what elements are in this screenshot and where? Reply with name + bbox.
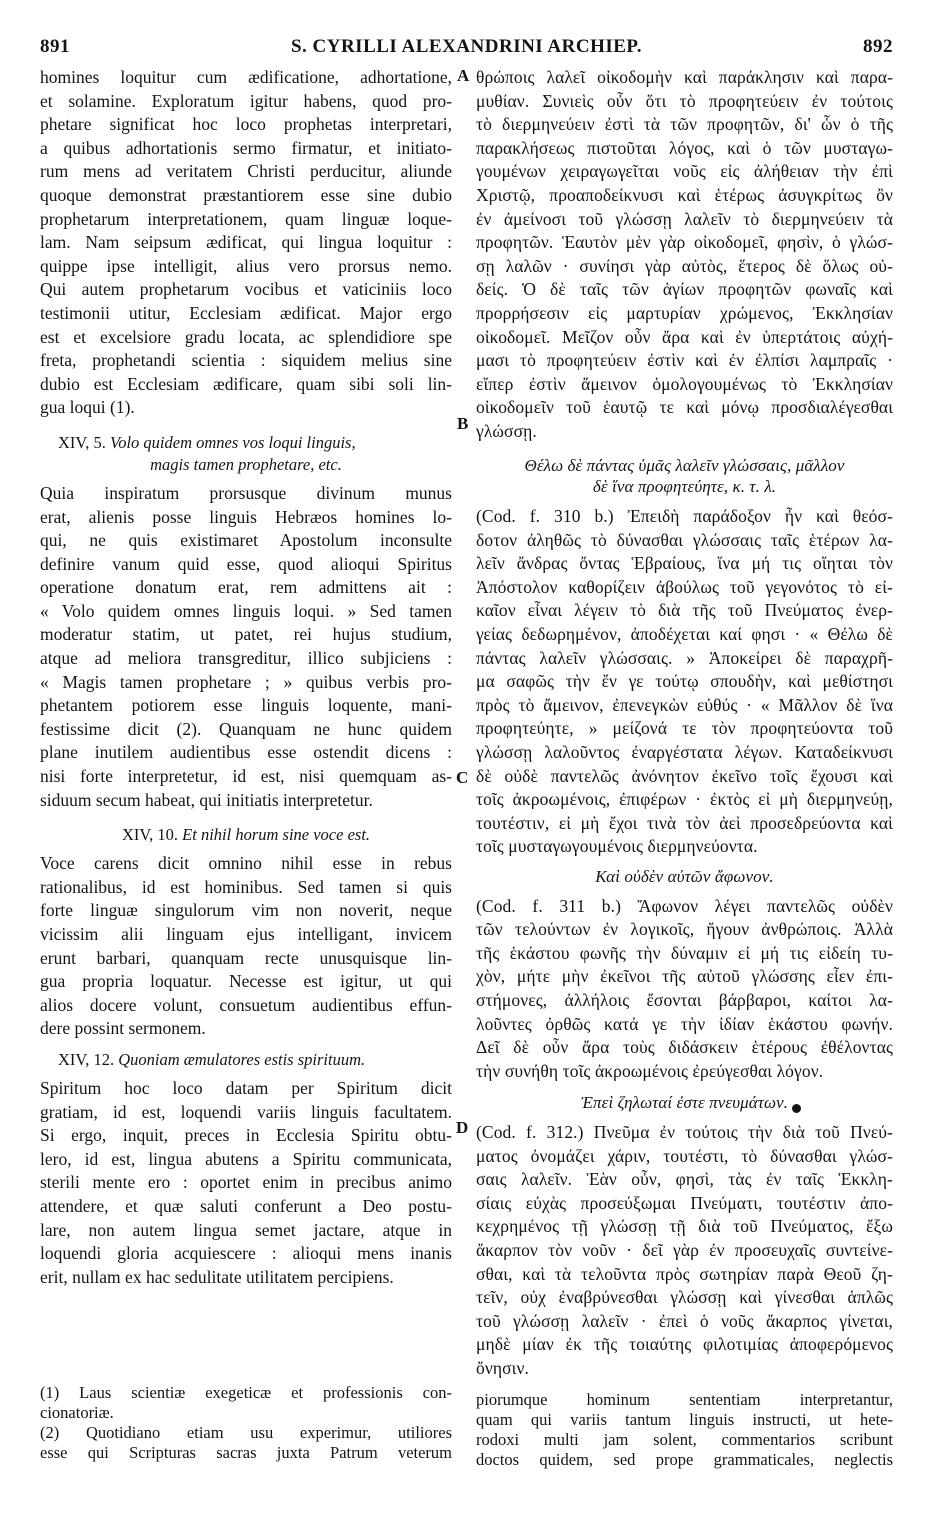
verse-text: Et nihil horum sine voce est. [182, 825, 371, 845]
text-line: « Volo quidem omnes linguis loqui. » Sed tamen [40, 600, 452, 621]
text-line: λοῦντες ὀρθῶς κατά γε τὴν ἰδίαν ἑκάστου φωνήν. [476, 1013, 893, 1034]
text-line: δείς. Ὁ δὲ ταῖς τῶν ἁγίων προφητῶν φωναῖς καὶ [476, 279, 893, 300]
text-line: σῃ λαλῶν · συνίησι γὰρ αὐτὸς, ἕτερος δὲ ὅλως οὐ- [476, 255, 893, 276]
text-line: καῖον εἶναι λέγειν τὸ διὰ τῆς τοῦ Πνεύματος ἐνερ- [476, 600, 893, 621]
latin-paragraph-1 [40, 66, 452, 420]
text-line: τουτέστιν, εἰ μὴ ἔχοι τινὰ τὸν ἀεὶ προσεδρεύοντα καὶ [476, 812, 893, 833]
footnote-line: esse qui Scripturas sacras juxta Patrum veterum [40, 1443, 452, 1462]
footnotes-right [476, 1390, 893, 1470]
text-line: gua loqui (1). [40, 397, 135, 418]
text-line: erunt barbari, quanquam recte unusquisque lin- [40, 947, 452, 968]
text-line: sterili mente ero : oportet enim in precibus animo [40, 1172, 452, 1193]
text-line: τεῖν, οὐχ ἐναβρύνεσθαι γλώσσῃ καὶ γίνεσθαι ἁπλῶς [476, 1287, 893, 1308]
text-line: vicissim alii linguam ejus intelligant, invicem [40, 924, 452, 944]
text-line: qui, ne quis existimaret Apostolum inconsulte [40, 530, 452, 551]
text-line: gratiam, id est, loquendi variis linguis facultatem. [40, 1101, 452, 1122]
text-line: μηδὲ μίαν ἐκ τῆς τοιαύτης φιλοτιμίας ἀποφερόμενος [476, 1334, 893, 1355]
latin-column [40, 66, 452, 1289]
latin-paragraph-2 [40, 482, 452, 812]
text-line: quoque demonstrat præstantiorem esse sine dubio [40, 184, 452, 205]
text-line: μασι τὸ προφητεύειν ἐστὶν καὶ ἐν ἐλπίσι λαμπραῖς · [476, 350, 893, 371]
text-line: erit, nullam ex hac sedulitate utilitatem percipiens. [40, 1266, 394, 1287]
text-line: phetantem potiorem esse linguis loquente, mani- [40, 695, 452, 716]
text-line: σαις λαλεῖν. Ἐὰν οὖν, φησὶ, τὰς ἐν ταῖς Ἐκκλη- [476, 1169, 893, 1190]
text-line: τοῖς ἀκροωμένοις, ἐπιφέρων · ἐκτὸς εἰ μὴ διερμηνεύῃ, [476, 789, 893, 810]
text-line: rationalibus, id est hominibus. Sed tamen si quis [40, 876, 452, 897]
section-heading-cont [40, 454, 452, 476]
text-line: quippe ipse intelligit, alius vero prorsus nemo. [40, 255, 452, 276]
greek-column [476, 66, 893, 1380]
text-line: (Cod. f. 312.) Πνεῦμα ἐν τούτοις τὴν διὰ τοῦ Πνεύ- [476, 1121, 893, 1142]
text-line: ἄκαρπον τὸν νοῦν · δεῖ γὰρ ἐν προσευχαῖς συντείνε- [476, 1239, 893, 1260]
text-line: moderatur statim, ut patet, rei hujus studium, [40, 624, 452, 645]
text-line: atque ad meliora transgreditur, illico subjiciens : [40, 648, 452, 669]
margin-marker-b: B [457, 414, 469, 433]
text-line: et solamine. Exploratum igitur habens, quod pro- [40, 90, 452, 111]
text-line: est et excelsiore gradu locata, ac splendidiore spe [40, 326, 452, 347]
text-line: Voce carens dicit omnino nihil esse in rebus [40, 853, 452, 874]
text-line: siduum secum habeat, qui initiatis interpretetur. [40, 789, 373, 810]
text-line: testimonii utitur, Ecclesiam ædificat. Major ergo [40, 302, 452, 323]
verse-reference: XIV, 12. [58, 1049, 115, 1069]
text-line: plane inutilem audientibus esse ostendit dicens : [40, 742, 452, 763]
margin-marker-c: C [456, 768, 469, 787]
text-line: δοτον ἀληθῶς τὸ δύνασθαι γλώσσαις ταῖς ἑτέρων λα- [476, 529, 893, 550]
text-line: πάντας λαλεῖν γλώσσαις. » Ἀποκείρει δὲ παραχρῆ- [476, 647, 893, 668]
text-line: οἰκοδομεῖν τοῦ ἑαυτῷ τε καὶ μόνῳ προσδιαλέγεσθαι [476, 397, 893, 418]
text-line: (Cod. f. 310 b.) Ἐπειδὴ παράδοξον ἦν καὶ θεόσ- [476, 506, 893, 527]
text-line: « Magis tamen prophetare ; » quibus verbis pro- [40, 671, 452, 692]
text-line: Quia inspiratum prorsusque divinum munus [40, 482, 452, 503]
latin-paragraph-3 [40, 852, 452, 1041]
text-line: alios docere volunt, consuetum audientibus effun- [40, 994, 452, 1015]
text-line: gua propria loquatur. Necesse est igitur, ut qui [40, 971, 452, 992]
text-line: παρακλήσεως πιστοῦται λόγος, καὶ ὁ τῶν μυσταγω- [476, 137, 893, 158]
page-number-right: 892 [863, 36, 893, 57]
text-line: πρὸς τὸ ἄμεινον, ἐπενεγκὼν εὐθύς · « Μᾶλλον δὲ ἵνα [476, 694, 893, 715]
text-line: στήμονες, ἀλλήλοις ἔσονται βάρβαροι, καίτοι λα- [476, 989, 893, 1010]
text-line: προφητεύητε, » μείζονά τε τὸν προφητεύοντα τοῦ [476, 718, 893, 739]
text-line: prophetarum interpretationem, quam linguæ loque- [40, 208, 452, 229]
text-line: definire vanum quid esse, quod alioqui Spiritus [40, 553, 452, 574]
text-line: a quibus adhortationis sermo firmatur, et initiato- [40, 137, 452, 158]
greek-heading: Ἐπεὶ ζηλωταί ἐστε πνευμάτων. [580, 1093, 789, 1113]
page-number-left: 891 [40, 36, 70, 57]
verse-reference: XIV, 5. [58, 432, 106, 452]
text-line: loquendi gloria acquiescere : alioqui mens inanis [40, 1243, 452, 1264]
page-header [40, 36, 893, 62]
text-line: forte linguæ singulorum vim non noverit, neque [40, 900, 452, 921]
footnote-line: quam qui variis tantum linguis instructi, ut hete- [476, 1410, 893, 1429]
text-line: erat, alienis posse linguis Hebræos homines lo- [40, 506, 452, 527]
text-line: lare, non autem lingua semet jactare, atque in [40, 1219, 452, 1240]
text-line: οἰκοδομεῖ. Μεῖζον οὖν ἄρα καὶ ἐν ὑπερτάτοις αὐχή- [476, 326, 893, 347]
verse-reference: XIV, 10. [121, 825, 179, 845]
greek-paragraph-1 [476, 66, 893, 444]
text-line: Ἀπόστολον καθορίζειν ἀβούλως τοῦ γεγονότος τὸ εἰ- [476, 576, 893, 597]
section-heading [40, 432, 452, 454]
running-title: S. CYRILLI ALEXANDRINI ARCHIEP. [290, 36, 643, 57]
text-line: τὸ διερμηνεύειν ἐστὶ τὰ τῶν προφητῶν, δι' ὧν ὁ τῆς [476, 114, 893, 135]
text-line: μα σαφῶς τὴν ἔν γε τούτῳ σπουδὴν, καὶ μεθίστησι [476, 671, 893, 692]
verse-text: Volo quidem omnes vos loqui linguis, [109, 432, 356, 452]
text-line: nisi forte interpretetur, id est, nisi quemquam as- [40, 766, 452, 787]
text-line: τοῦ γλώσσῃ λαλεῖν · ἐπεὶ ὁ νοῦς ἄκαρπος γίνεται, [476, 1310, 893, 1331]
text-line: γλώσσῃ. [476, 420, 537, 441]
margin-marker-a: A [457, 66, 470, 85]
text-line: Si ergo, inquit, preces in Ecclesia Spiritu obtu- [40, 1125, 452, 1146]
text-line: (Cod. f. 311 b.) Ἄφωνον λέγει παντελῶς οὐδὲν [476, 895, 893, 916]
section-heading [40, 824, 452, 846]
text-line: κεχρημένος τῇ γλώσσῃ τῇ διὰ τοῦ Πνεύματος, ἔξω [476, 1216, 893, 1237]
text-line: Qui autem prophetarum vocibus et vaticiniis loco [40, 279, 452, 300]
text-line: σθαι, καὶ τὰ τελοῦντα πρὸς σωτηρίαν παρὰ Θεοῦ ζη- [476, 1263, 893, 1284]
section-heading [40, 1049, 452, 1071]
text-line: Χριστῷ, προαποδείκνυσι καὶ ἑτέρως ἀσυγκρίτως ὂν [476, 184, 893, 205]
text-line: freta, prophetandi scientia : siquidem melius sine [40, 350, 452, 371]
text-line: Δεῖ δὲ οὖν ἄρα τοὺς διδάσκειν ἑτέρους ἐθέλοντας [476, 1037, 893, 1058]
greek-heading: Καὶ οὐδὲν αὐτῶν ἄφωνον. [595, 867, 774, 886]
text-line: προφητῶν. Ἑαυτὸν μὲν γὰρ οἰκοδομεῖ, φησὶν, ὁ γλώσ- [476, 232, 893, 253]
text-line: τῶν τελούντων ἐν λογικοῖς, ἤγουν ἀνθρώποις. Ἀλλὰ [476, 919, 893, 940]
text-line: μυθίαν. Συνιεὶς οὖν ὅτι τὸ προφητεύειν ἐν τούτοις [476, 90, 893, 111]
footnote-line: doctos quidem, sed prope grammaticales, neglectis [476, 1450, 893, 1469]
text-line: phetare significat hoc loco prophetas interpretari, [40, 114, 452, 135]
text-line: lero, id est, lingua abutens a Spiritu communicata, [40, 1148, 452, 1169]
footnotes-left [40, 1383, 452, 1463]
greek-heading: Θέλω δὲ πάντας ὑμᾶς λαλεῖν γλώσσαις, μᾶλλον [524, 455, 845, 475]
latin-paragraph-4 [40, 1077, 452, 1289]
footnote-line: (2) Quotidiano etiam usu experimur, utiliores [40, 1423, 452, 1442]
greek-paragraph-3 [476, 895, 893, 1084]
footnote-line: rodoxi multi jam solent, commentarios scribunt [476, 1430, 893, 1449]
text-line: λεῖν ἄνδρας ὄντας Ἑβραίους, ἵνα μή τις οἴηται τὸν [476, 553, 893, 574]
footnote-line: cionatoriæ. [40, 1403, 114, 1422]
verse-text: magis tamen prophetare, etc. [150, 454, 342, 474]
greek-paragraph-4 [476, 1121, 893, 1381]
text-line: ἐν ἀμείνοσι τοῦ γλώσσῃ λαλεῖν τὸ διερμηνεύειν τὰ [476, 208, 893, 229]
footnote-line: piorumque hominum sententiam interpretantur, [476, 1390, 893, 1409]
greek-heading-cont: δὲ ἵνα προφητεύητε, κ. τ. λ. [592, 477, 777, 497]
text-line: dere possint sermonem. [40, 1018, 206, 1039]
text-line: χὸν, μήτε μὴν ἐκεῖνοι τῆς αὐτοῦ γλώσσης εἶεν ἐπι- [476, 966, 893, 987]
verse-text: Quoniam æmulatores estis spirituum. [118, 1049, 366, 1069]
ink-dot [792, 1104, 801, 1113]
text-line: προρρήσεσιν εἰς μαρτυρίαν χρώμενος, Ἐκκλησίαν [476, 302, 893, 323]
text-line: homines loquitur cum ædificatione, adhortatione, [40, 67, 452, 87]
text-line: γλώσσῃ λαλοῦντος ἐναργέστατα λέγων. Καταδείκνυσι [476, 742, 893, 763]
text-line: εἴπερ ἐστὶν ἄμεινον ὁμολογουμένως τὸ Ἐκκλησίαν [476, 373, 893, 394]
text-line: ὄνησιν. [476, 1357, 529, 1378]
text-line: σίαις εὐχὰς προσεύξωμαι Πνεύματι, τουτέστιν ἀπο- [476, 1192, 893, 1213]
text-line: attendere, et quæ saluti conferunt a Deo postu- [40, 1195, 452, 1216]
text-line: dubio est Ecclesiam ædificare, quam sibi soli lin- [40, 373, 452, 394]
text-line: τὴν συνήθη τοῖς ἀκροωμένοις ἐρεύγεσθαι λόγον. [476, 1060, 824, 1081]
text-line: lam. Nam seipsum ædificat, qui lingua loquitur : [40, 232, 452, 253]
text-line: operatione donatum erat, rem admittens ait : [40, 577, 452, 598]
text-line: τοῖς μυσταγωγουμένοις διερμηνεύοντα. [476, 836, 758, 857]
footnote-line: (1) Laus scientiæ exegeticæ et professionis con- [40, 1383, 452, 1402]
text-line: festissime dicit (2). Quanquam ne hunc quidem [40, 718, 452, 739]
text-line: ματος ὀνομάζει χάριν, τουτέστι, τὸ δύνασθαι γλώσ- [476, 1145, 893, 1166]
text-line: rum mens ad veritatem Christi perducitur, aliunde [40, 161, 452, 182]
text-line: Spiritum hoc loco datam per Spiritum dicit [40, 1077, 452, 1098]
text-line: θρώποις λαλεῖ οἰκοδομὴν καὶ παράκλησιν καὶ παρα- [476, 67, 893, 87]
text-line: γουμένων χειραγωγεῖται νοῦς εἰς ἀλήθειαν τὴν ἐπὶ [476, 161, 893, 182]
text-line: τῆς ἑκάστου φωνῆς τὴν δύναμιν εἰ μή τις εἰδείη τυ- [476, 942, 893, 963]
margin-marker-d: D [456, 1118, 469, 1137]
text-line: γείας δεδωρημένον, ἀποδέχεται καί φησι · « Θέλω δὲ [476, 624, 893, 645]
text-line: δὲ οὐδὲ παντελῶς ἀνόνητον ἐκεῖνο τοῖς ἔχουσι καὶ [476, 765, 893, 786]
greek-paragraph-2 [476, 505, 893, 859]
